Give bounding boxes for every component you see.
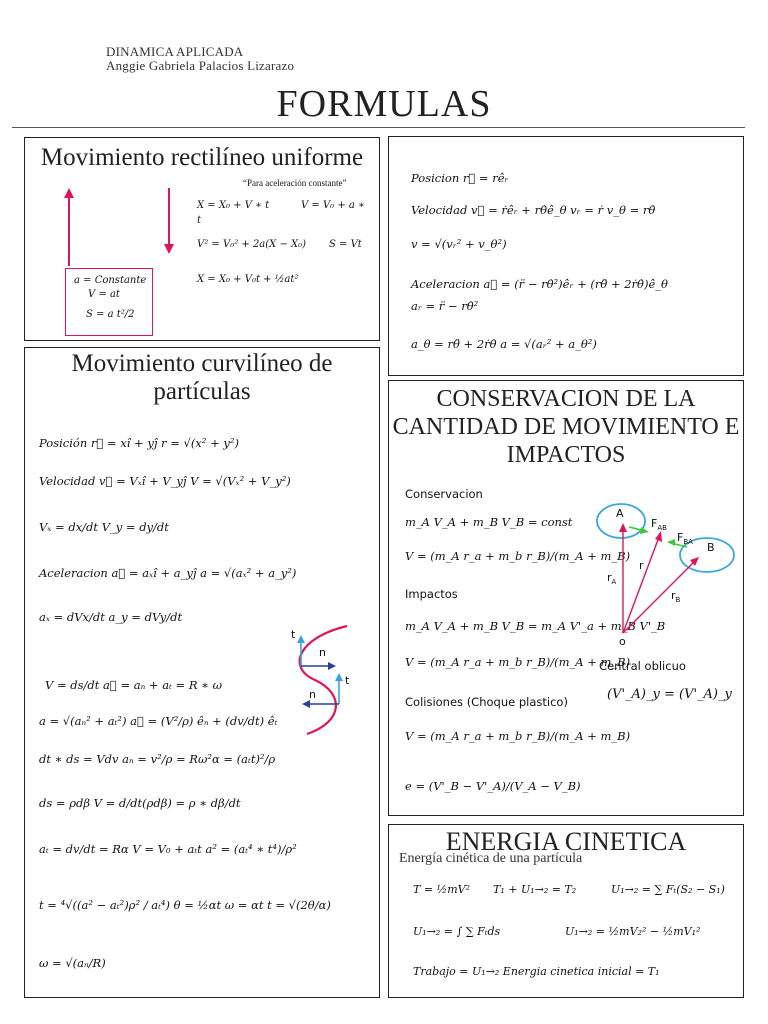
cons-title-3: IMPACTOS [506, 442, 626, 468]
polar-panel [388, 136, 744, 376]
mru-formula-2: V = V₀ + a ∗ [301, 200, 365, 211]
arrow-up-icon [61, 188, 77, 268]
mru-const-line-1: a = Constante [74, 275, 147, 286]
curvilinear-panel [24, 347, 380, 998]
cons-formula-1: m_A V_A + m_B V_B = const [405, 515, 573, 529]
curv-formula-10: aₜ = dv/dt = Rα V = V₀ + aₜt a² = (aₜ⁴ ∗ t⁴)/ρ² [39, 842, 297, 856]
mru-const-line-3: S = a t²/2 [86, 309, 135, 320]
mru-formula-3: V² = V₀² + 2a(X − X₀) [197, 239, 307, 250]
curv-formula-8: dt ∗ ds = Vdv aₙ = v²/ρ = Rω²α = (aₜt)²/ρ [39, 752, 276, 766]
mru-constant-box [65, 268, 153, 336]
vector-rb-label: $r_B$ [671, 589, 681, 605]
cons-formula-6: e = (V'_B − V'_A)/(V_A − V_B) [405, 779, 581, 793]
diagram-label-t2: t [345, 674, 350, 687]
conservation-panel [388, 380, 744, 816]
title-divider [12, 127, 745, 128]
curv-formula-1: Posición r⃗ = xî + yĵ r = √(x² + y²) [39, 436, 239, 450]
cons-formula-4: V = (m_A r_a + m_b r_B)/(m_A + m_B) [405, 655, 631, 669]
curv-formula-2: Velocidad v⃗ = Vₓî + V_yĵ V = √(Vₓ² + V_y²) [39, 474, 291, 488]
author-name: Anggie Gabriela Palacios Lizarazo [106, 58, 295, 73]
curv-formula-3: Vₓ = dx/dt V_y = dy/dt [39, 520, 169, 534]
force-ba-label: $F_{BA}$ [677, 531, 693, 547]
energy-formula-2: T₁ + U₁→₂ = T₂ [493, 883, 577, 896]
curv-title-1: Movimiento curvilíneo de [71, 350, 333, 377]
polar-formula-3: v = √(vᵣ² + v_θ²) [411, 237, 507, 251]
polar-formula-1: Posicion r⃗ = rêᵣ [411, 171, 509, 185]
cons-formula-5: V = (m_A r_a + m_b r_B)/(m_A + m_B) [405, 729, 631, 743]
curv-formula-9: ds = ρdβ V = d/dt(ρdβ) = ρ ∗ dβ/dt [39, 796, 241, 810]
energy-panel [388, 824, 744, 998]
curv-formula-12: ω = √(aₙ/R) [39, 956, 106, 970]
energy-title: ENERGIA CINETICA [445, 827, 687, 856]
cons-formula-2: V = (m_A r_a + m_b r_B)/(m_A + m_B) [405, 549, 631, 563]
polar-formula-2: Velocidad v⃗ = ṙêᵣ + rθ̇ê_θ vᵣ = ṙ v_θ = rθ̇ [411, 203, 656, 217]
mru-formula-5: X = X₀ + V₀t + ½at² [197, 274, 299, 285]
energy-formula-1: T = ½mV² [413, 883, 470, 896]
mru-formula-4: S = Vt [329, 239, 362, 250]
mru-title: Movimiento rectilíneo uniforme [40, 144, 364, 171]
oblique-label: Central oblicuo [599, 659, 686, 673]
diagram-label-t1: t [291, 628, 296, 641]
course-name: DINAMICA APLICADA [106, 44, 244, 59]
curv-formula-6: V = ds/dt a⃗ = aₙ + aₜ = R ∗ ω [45, 678, 222, 692]
polar-formula-6: a_θ = rθ̈ + 2ṙθ̇ a = √(aᵣ² + a_θ²) [411, 337, 597, 351]
body-b-label: B [707, 541, 715, 554]
energy-formula-4: U₁→₂ = ∫ ∑ Fₜds [413, 925, 501, 938]
force-ab-label: $F_{AB}$ [651, 517, 667, 533]
page-title: FORMULAS [276, 83, 492, 125]
energy-formula-6: Trabajo = U₁→₂ Energia cinetica inicial = T₁ [413, 965, 660, 978]
cons-formula-3: m_A V_A + m_B V_B = m_A V'_a + m_B V'_B [405, 619, 666, 633]
vector-r-label: r [639, 559, 644, 572]
body-a-label: A [616, 507, 624, 520]
vector-ra-label: $r_A$ [607, 571, 617, 587]
energy-subtitle: Energía cinética de una partícula [399, 851, 583, 866]
energy-formula-5: U₁→₂ = ½mV₂² − ½mV₁² [565, 925, 701, 938]
mru-formula-1: X = X₀ + V ∗ t [197, 200, 270, 211]
cons-title-1: CONSERVACION DE LA [436, 386, 696, 412]
polar-formula-5: aᵣ = r̈ − rθ̇² [411, 299, 479, 313]
mru-note: “Para aceleración constante” [243, 178, 347, 188]
curv-title-2: partículas [153, 378, 251, 405]
diagram-label-n1: n [319, 646, 326, 659]
polar-formula-4: Aceleracion a⃗ = (r̈ − rθ̇²)êᵣ + (rθ̈ + 2ṙθ̇)ê_θ [411, 277, 668, 291]
cons-section-colisiones: Colisiones (Choque plastico) [405, 695, 568, 709]
curv-formula-5: aₓ = dVx/dt a_y = dVy/dt [39, 610, 183, 624]
mru-formula-2b: t [197, 215, 202, 226]
mru-panel [24, 137, 380, 341]
oblique-formula: (V'_A)_y = (V'_A)_y [607, 687, 732, 702]
cons-section-conservacion: Conservacion [405, 487, 483, 501]
mru-const-line-2: V = at [88, 289, 120, 300]
arrow-down-icon [161, 188, 177, 254]
curv-formula-4: Aceleracion a⃗ = aₓî + a_yĵ a = √(aₓ² + a_y²) [39, 566, 297, 580]
energy-formula-3: U₁→₂ = ∑ Fₜ(S₂ − S₁) [611, 883, 725, 896]
cons-section-impactos: Impactos [405, 587, 458, 601]
cons-title-2: CANTIDAD DE MOVIMIENTO E [392, 414, 740, 440]
origin-label: o [619, 635, 626, 648]
curv-formula-7: a = √(aₙ² + aₜ²) a⃗ = (V²/ρ) êₙ + (dv/dt) êₜ [39, 714, 278, 728]
curv-formula-11: t = ⁴√((a² − aₜ²)ρ² / aₜ⁴) θ = ½αt ω = αt t = √(2θ/α) [39, 898, 331, 912]
diagram-label-n2: n [309, 688, 316, 701]
